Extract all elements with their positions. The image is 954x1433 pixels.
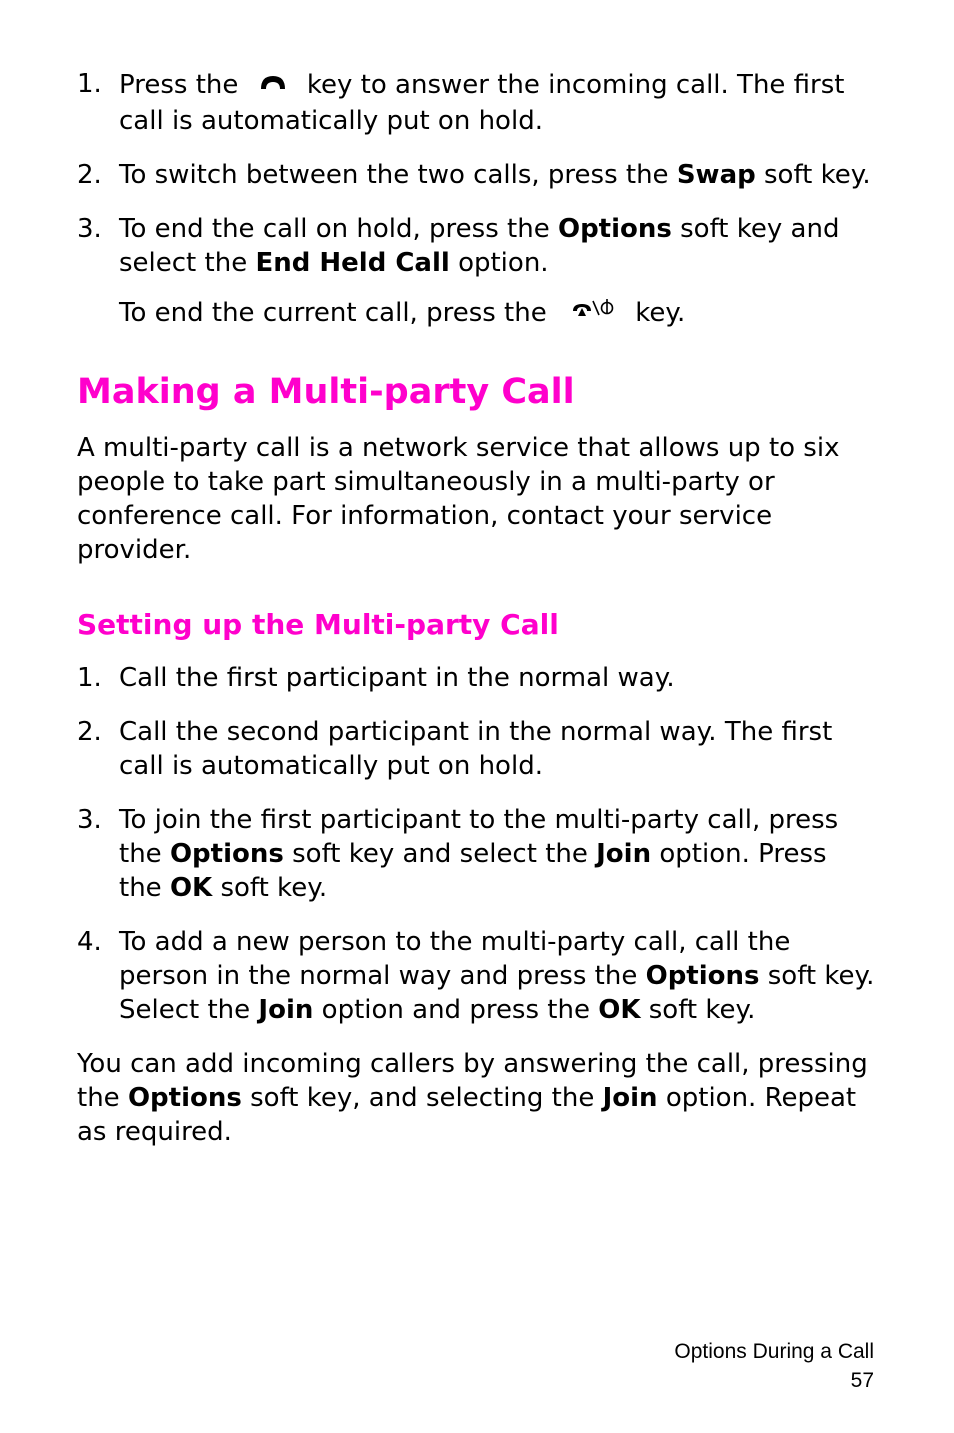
document-page xyxy=(77,67,877,1149)
step-number: 3. xyxy=(77,805,102,835)
note-text: To end the current call, press the xyxy=(119,298,547,328)
paragraph-text: You can add incoming callers by answering the call, pressing the xyxy=(77,1049,868,1113)
step-number: 4. xyxy=(77,927,102,957)
step-text: option. Press the xyxy=(119,839,827,903)
option-label: Join xyxy=(258,995,314,1025)
multiparty-steps-list xyxy=(77,661,877,1027)
option-label: Join xyxy=(602,1083,658,1113)
step-text: soft key. xyxy=(220,873,328,903)
soft-key-label: Options xyxy=(557,214,672,244)
footer-section-title: Options During a Call xyxy=(674,1340,874,1363)
end-power-key-icon xyxy=(555,295,627,332)
paragraph-text: option. Repeat as required. xyxy=(77,1083,857,1147)
option-label: Join xyxy=(596,839,652,869)
closing-paragraph xyxy=(77,1047,877,1149)
end-current-call-note xyxy=(77,295,877,332)
list-item xyxy=(77,715,877,783)
step-text: To add a new person to the multi-party call, call the person in the normal way and press the xyxy=(119,927,791,991)
step-text: Press the xyxy=(119,70,239,100)
step-text: soft key. Select the xyxy=(119,961,875,1025)
step-number: 2. xyxy=(77,717,102,747)
list-item xyxy=(77,803,877,905)
page-footer xyxy=(674,1337,874,1395)
soft-key-label: OK xyxy=(598,995,641,1025)
list-item xyxy=(77,925,877,1027)
list-item xyxy=(77,158,877,192)
step-text: To join the first participant to the multi-party call, press the xyxy=(119,805,839,869)
soft-key-label: OK xyxy=(169,873,213,903)
step-text: Call the first participant in the normal way. xyxy=(119,663,675,693)
paragraph-text: soft key, and selecting the xyxy=(250,1083,595,1113)
step-text: option and press the xyxy=(321,995,590,1025)
send-key-icon xyxy=(247,67,299,104)
step-text: To end the call on hold, press the xyxy=(119,214,550,244)
soft-key-label: Options xyxy=(169,839,284,869)
list-item xyxy=(77,212,877,280)
soft-key-label: Options xyxy=(127,1083,242,1113)
intro-paragraph: A multi-party call is a network service that allows up to six people to take part simultaneously in a multi-party or conference call. For information, contact your service provider. xyxy=(77,433,840,565)
step-text: soft key. xyxy=(764,160,871,190)
section-heading: Making a Multi-party Call xyxy=(77,372,575,412)
page-number: 57 xyxy=(850,1369,874,1392)
step-number: 2. xyxy=(77,160,102,190)
step-text: option. xyxy=(458,248,549,278)
step-text: soft key and select the xyxy=(119,214,840,278)
step-text: soft key and select the xyxy=(292,839,588,869)
call-steps-list xyxy=(77,67,877,280)
list-item xyxy=(77,661,877,695)
list-item xyxy=(77,67,877,138)
step-text: key to answer the incoming call. The first call is automatically put on hold. xyxy=(119,70,845,136)
note-text: key. xyxy=(635,298,686,328)
soft-key-label: Options xyxy=(645,961,760,991)
step-text: Call the second participant in the normal way. The first call is automatically put on hold. xyxy=(119,717,833,781)
soft-key-label: Swap xyxy=(676,160,756,190)
option-label: End Held Call xyxy=(255,248,450,278)
subsection-heading: Setting up the Multi-party Call xyxy=(77,608,559,641)
step-number: 3. xyxy=(77,214,102,244)
step-number: 1. xyxy=(77,69,102,99)
step-text: To switch between the two calls, press the xyxy=(119,160,669,190)
step-number: 1. xyxy=(77,663,102,693)
step-text: soft key. xyxy=(648,995,756,1025)
